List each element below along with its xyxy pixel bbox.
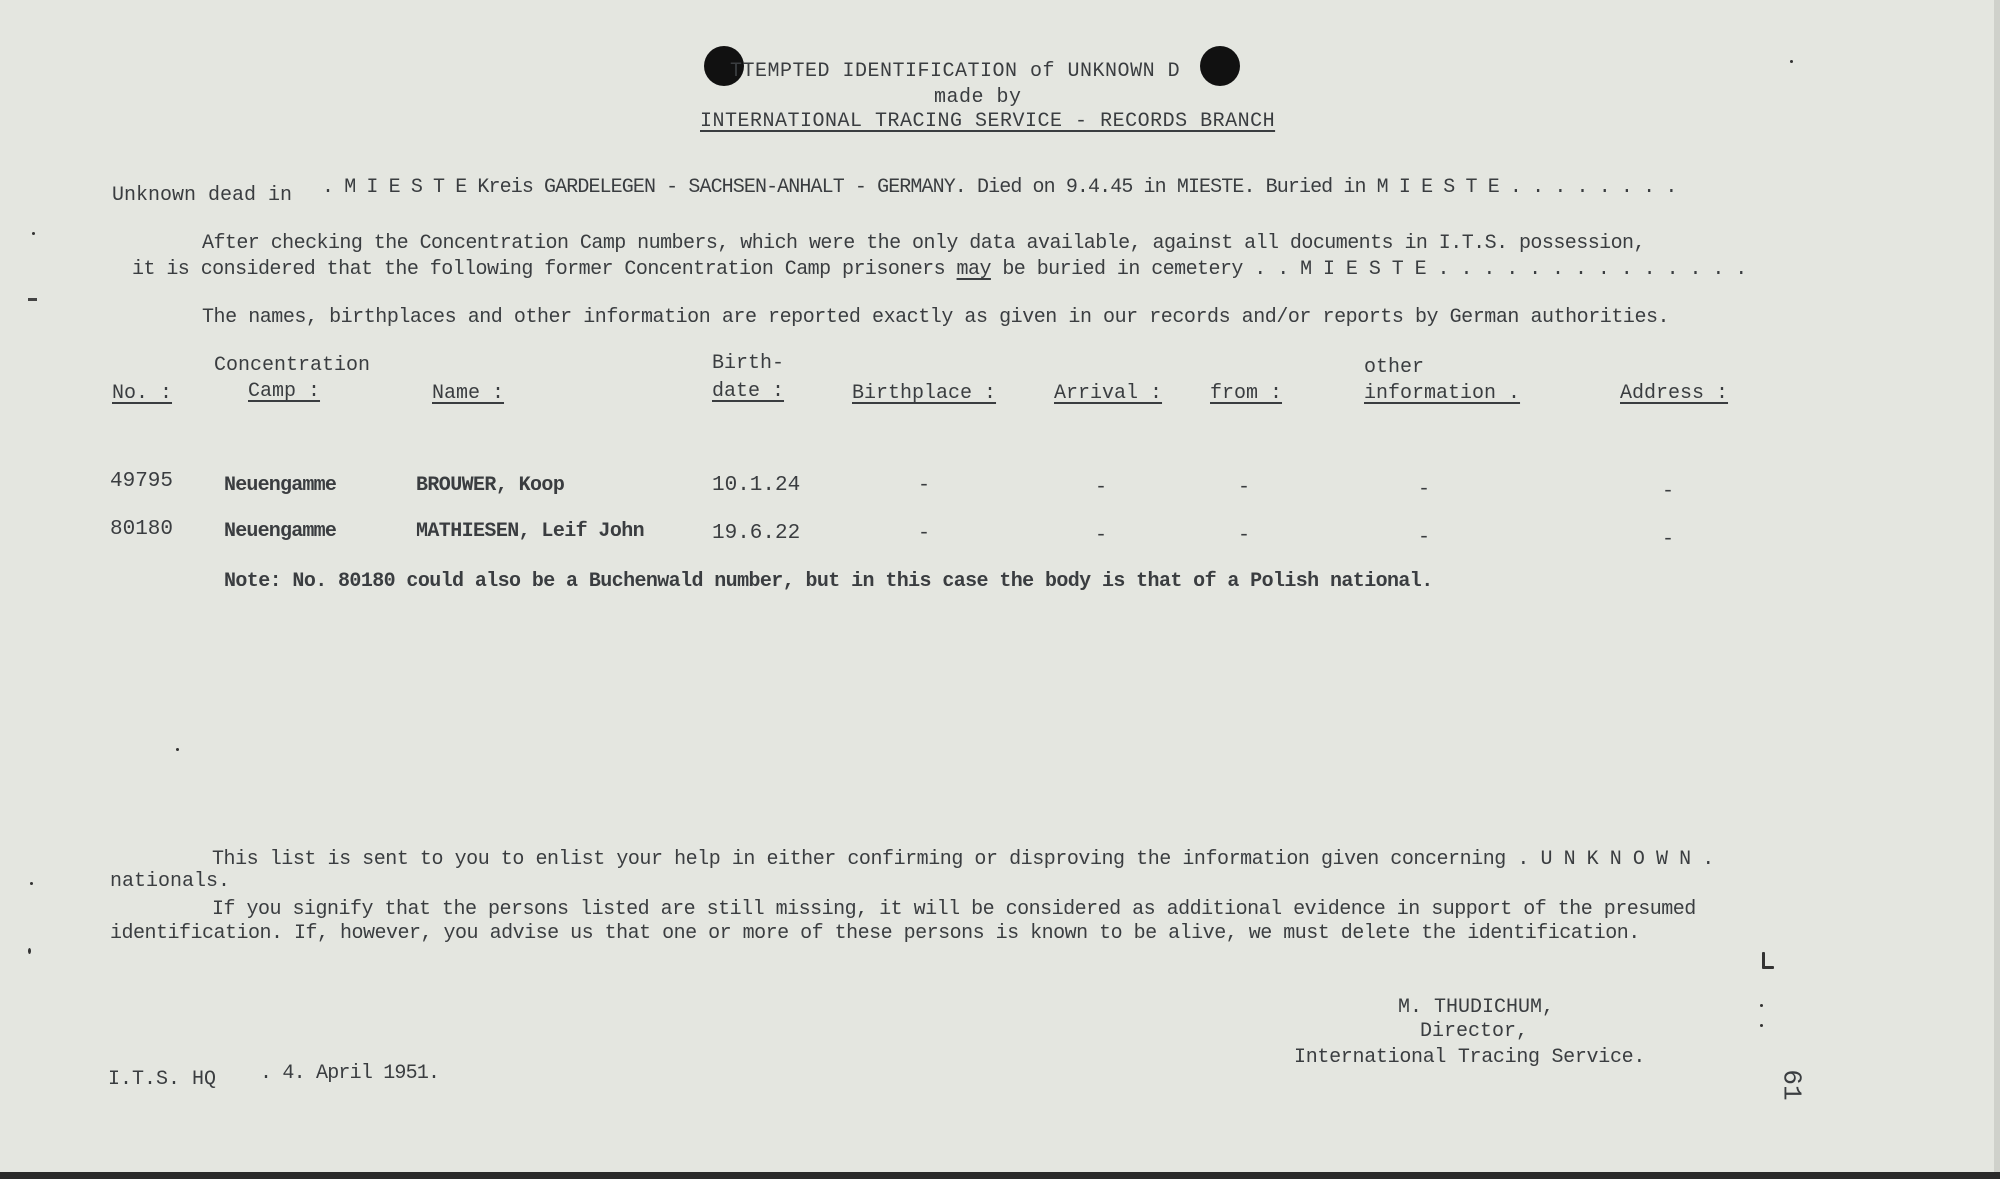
header-camp-top: Concentration bbox=[214, 354, 371, 377]
paragraph-records-note: The names, birthplaces and other information are reported exactly as given in our records and/or reports by German authorities. bbox=[202, 306, 1670, 329]
row2-from: - bbox=[1238, 524, 1251, 547]
issuing-organization: INTERNATIONAL TRACING SERVICE - RECORDS BRANCH bbox=[700, 110, 1276, 133]
header-name: Name : bbox=[432, 382, 505, 405]
row1-birthplace: - bbox=[918, 474, 931, 497]
row1-arrival: - bbox=[1095, 476, 1108, 499]
scan-speck bbox=[32, 232, 35, 235]
row2-camp: Neuengamme bbox=[224, 520, 337, 543]
row1-from: - bbox=[1238, 476, 1251, 499]
footer-date: . 4. April 1951. bbox=[260, 1062, 440, 1085]
row1-birthdate: 10.1.24 bbox=[712, 474, 801, 497]
header-camp: Camp : bbox=[248, 380, 321, 403]
may-emphasis: may bbox=[956, 258, 991, 281]
footer-place: I.T.S. HQ bbox=[108, 1068, 217, 1091]
header-other-top: other bbox=[1364, 356, 1425, 379]
row1-name: BROUWER, Koop bbox=[416, 474, 565, 497]
header-birthplace: Birthplace : bbox=[852, 382, 997, 405]
scan-speck bbox=[1760, 1004, 1763, 1007]
scan-speck bbox=[1760, 1024, 1763, 1027]
paragraph-checking-line2a: it is considered that the following former Concentration Camp prisoners bbox=[132, 258, 946, 281]
header-arrival: Arrival : bbox=[1054, 382, 1163, 405]
made-by-line: made by bbox=[934, 86, 1022, 109]
row2-no: 80180 bbox=[110, 518, 174, 541]
header-no: No. : bbox=[112, 382, 173, 405]
header-other-information: information . bbox=[1364, 382, 1521, 405]
row1-other: - bbox=[1418, 478, 1431, 501]
closing-line1: This list is sent to you to enlist your help in either confirming or disproving the information given concerning . U N K N O W N . bbox=[212, 848, 1714, 871]
closing-line3: If you signify that the persons listed are still missing, it will be considered as additional evidence in support of the presumed bbox=[212, 898, 1696, 921]
scan-speck bbox=[30, 882, 33, 885]
signatory-organization: International Tracing Service. bbox=[1294, 1046, 1646, 1069]
scan-speck bbox=[176, 748, 179, 751]
scan-speck bbox=[1762, 966, 1774, 969]
row2-address: - bbox=[1662, 528, 1675, 551]
row2-other: - bbox=[1418, 526, 1431, 549]
scan-speck bbox=[28, 948, 31, 954]
location-details: . M I E S T E Kreis GARDELEGEN - SACHSEN-ANHALT - GERMANY. Died on 9.4.45 in MIESTE. Buried in M I E S T E . . . . . . . . bbox=[322, 176, 1677, 199]
scan-edge-right bbox=[1994, 0, 2000, 1179]
row1-no: 49795 bbox=[110, 470, 174, 493]
margin-mark bbox=[28, 298, 37, 301]
row2-birthplace: - bbox=[918, 522, 931, 545]
header-from: from : bbox=[1210, 382, 1283, 405]
paragraph-checking-line1: After checking the Concentration Camp numbers, which were the only data available, against all documents in I.T.S. possession, bbox=[202, 232, 1645, 255]
header-birth-top: Birth- bbox=[712, 352, 785, 375]
scan-edge-bottom bbox=[0, 1172, 2000, 1179]
row2-arrival: - bbox=[1095, 524, 1108, 547]
row2-birthdate: 19.6.22 bbox=[712, 522, 801, 545]
paragraph-checking-line2b: be buried in cemetery . . M I E S T E . . . . . . . . . . . . . . bbox=[1002, 258, 1747, 281]
header-birthdate: date : bbox=[712, 380, 785, 403]
header-address: Address : bbox=[1620, 382, 1729, 405]
unknown-dead-label: Unknown dead in bbox=[112, 184, 293, 207]
page-mark: 61 bbox=[1776, 1069, 1807, 1101]
row1-address: - bbox=[1662, 480, 1675, 503]
closing-line4: identification. If, however, you advise us that one or more of these persons is known to be alive, we must delete the identification. bbox=[110, 922, 1640, 945]
scan-speck bbox=[1790, 60, 1793, 63]
row2-name: MATHIESEN, Leif John bbox=[416, 520, 645, 543]
punch-hole-right bbox=[1200, 46, 1240, 86]
document-title: TTEMPTED IDENTIFICATION of UNKNOWN D bbox=[730, 60, 1181, 83]
signatory-title: Director, bbox=[1420, 1020, 1529, 1043]
closing-line2: nationals. bbox=[110, 870, 231, 893]
paragraph-checking-line2 bbox=[132, 258, 1747, 281]
signatory-name: M. THUDICHUM, bbox=[1398, 996, 1555, 1019]
row1-camp: Neuengamme bbox=[224, 474, 337, 497]
table-note: Note: No. 80180 could also be a Buchenwald number, but in this case the body is that of a Polish national. bbox=[224, 570, 1433, 593]
